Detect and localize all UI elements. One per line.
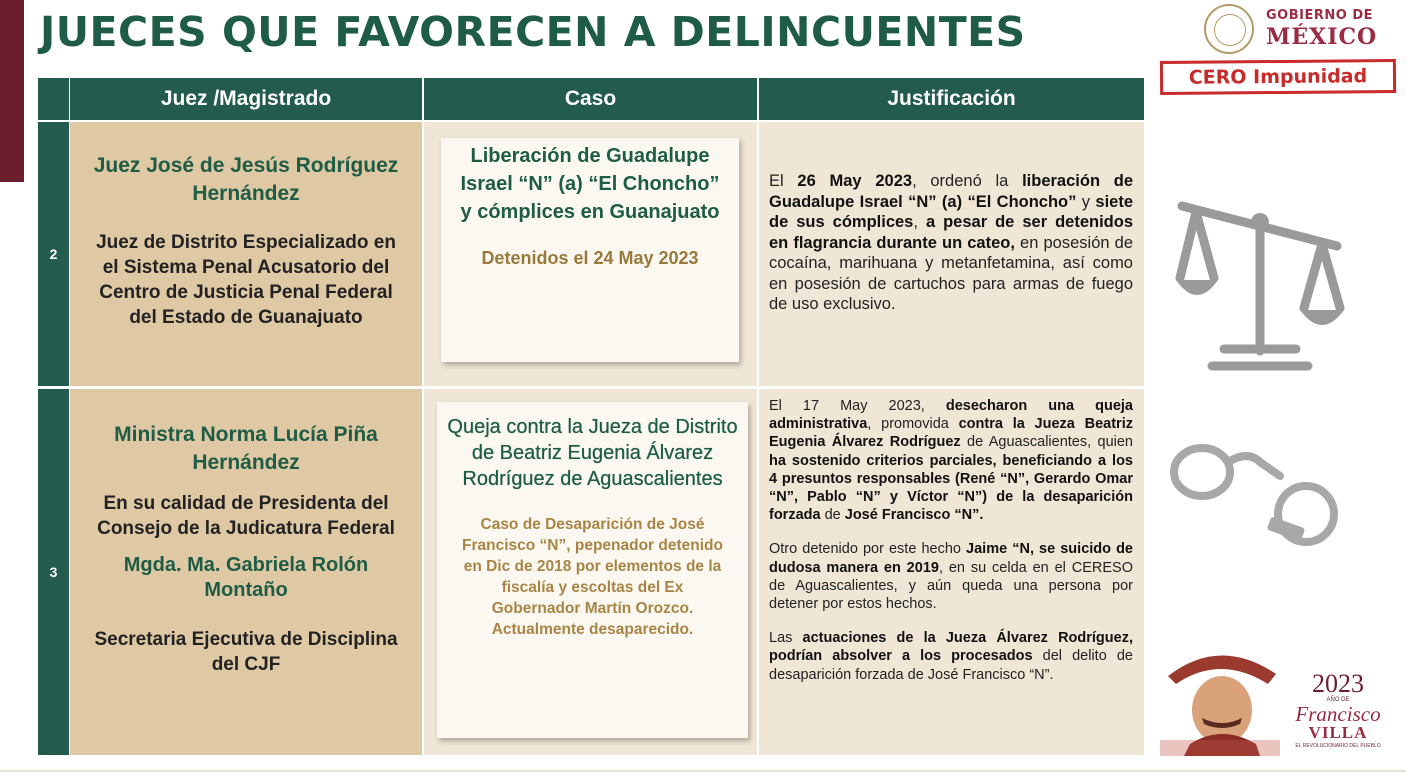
justification-text: El 26 May 2023, ordenó la liberación de Guadalupe Israel “N” (a) “El Choncho” y siete de sus cómplices, a pesar de ser detenidos en flagrancia durante un cateo, en posesión de cocaína, marihuana y metanfetamina, así como en posesión de cartuchos para armas de fuego de uso exclusivo. bbox=[769, 172, 1134, 313]
villa-badge bbox=[1290, 669, 1386, 750]
row-number: 3 bbox=[38, 389, 69, 755]
scale-icon bbox=[1172, 186, 1346, 372]
row-number: 2 bbox=[38, 122, 69, 386]
badge-year: 2023 bbox=[1312, 669, 1364, 698]
seal-icon bbox=[1204, 4, 1254, 54]
header-justification: Justificación bbox=[759, 78, 1144, 120]
logo-line2: MÉXICO bbox=[1266, 24, 1378, 50]
logo-line1: GOBIERNO DE bbox=[1266, 8, 1373, 23]
cero-impunidad-stamp bbox=[1160, 59, 1396, 95]
badge-small: AÑO DE bbox=[1326, 697, 1350, 703]
case-cell bbox=[424, 122, 757, 386]
justification-paragraph-1: El 17 May 2023, desecharon una queja administrativa, promovida contra la Jueza Beatriz Eugenia Álvarez Rodríguez de Aguascalientes, quien ha sostenido criterios parciales, beneficiando a los 4 presuntos responsables (René “N”, Gerardo Omar “N”, Pablo “N” y Víctor “N”) de la desaparición forzada de José Francisco “N”. bbox=[769, 398, 1133, 524]
case-subtext: Caso de Desaparición de José Francisco “N”, pepenador detenido en Dic de 2018 por elementos de la fiscalía y escoltas del Ex Gobernador Martín Orozco. Actualmente desaparecido. bbox=[462, 516, 723, 638]
case-title: Liberación de Guadalupe Israel “N” (a) “El Choncho” y cómplices en Guanajuato bbox=[460, 145, 720, 223]
judge-cell bbox=[70, 122, 422, 386]
judge-name: Ministra Norma Lucía Piña Hernández bbox=[114, 423, 378, 474]
judge-role-2: Secretaria Ejecutiva de Disciplina del CJF bbox=[94, 629, 398, 675]
stamp-text: CERO Impunidad bbox=[1188, 65, 1368, 89]
header-case: Caso bbox=[424, 78, 757, 120]
bottom-divider bbox=[0, 770, 1406, 772]
case-date: Detenidos el 24 May 2023 bbox=[481, 248, 699, 268]
page-title: JUECES QUE FAVORECEN A DELINCUENTES bbox=[40, 8, 1026, 56]
judge-name: Juez José de Jesús Rodríguez Hernández bbox=[93, 154, 399, 205]
case-title: Queja contra la Jueza de Distrito de Beatriz Eugenia Álvarez Rodríguez de Aguascalientes bbox=[447, 416, 738, 490]
justification-cell bbox=[759, 122, 1144, 386]
case-card bbox=[441, 138, 739, 362]
judge-name-2: Mgda. Ma. Gabriela Rolón Montaño bbox=[123, 554, 369, 601]
case-card bbox=[437, 402, 748, 738]
header-judge: Juez /Magistrado bbox=[70, 78, 422, 120]
judge-role: Juez de Distrito Especializado en el Sistema Penal Acusatorio del Centro de Justicia Penal Federal del Estado de Guanajuato bbox=[96, 232, 396, 328]
justification-paragraph-2: Otro detenido por este hecho Jaime “N, se suicido de dudosa manera en 2019, en su celda en el CERESO de Aguascalientes, y aún queda una persona por detener por estos hechos. bbox=[769, 541, 1133, 613]
judge-cell bbox=[70, 389, 422, 755]
justification-cell bbox=[759, 389, 1144, 755]
header-number-cell bbox=[38, 78, 69, 120]
badge-tagline: EL REVOLUCIONARIO DEL PUEBLO bbox=[1295, 743, 1381, 749]
handcuffs-icon bbox=[1168, 432, 1346, 554]
left-accent-bar bbox=[0, 0, 24, 182]
gobierno-logo bbox=[1200, 4, 1400, 56]
badge-name1: Francisco bbox=[1295, 702, 1381, 726]
justification-paragraph-3: Las actuaciones de la Jueza Álvarez Rodríguez, podrían absolver a los procesados del delito de desaparición forzada de José Francisco “N”. bbox=[769, 630, 1133, 683]
judge-role: En su calidad de Presidenta del Consejo de la Judicatura Federal bbox=[97, 493, 395, 539]
badge-name2: VILLA bbox=[1308, 723, 1368, 742]
case-cell bbox=[424, 389, 757, 755]
